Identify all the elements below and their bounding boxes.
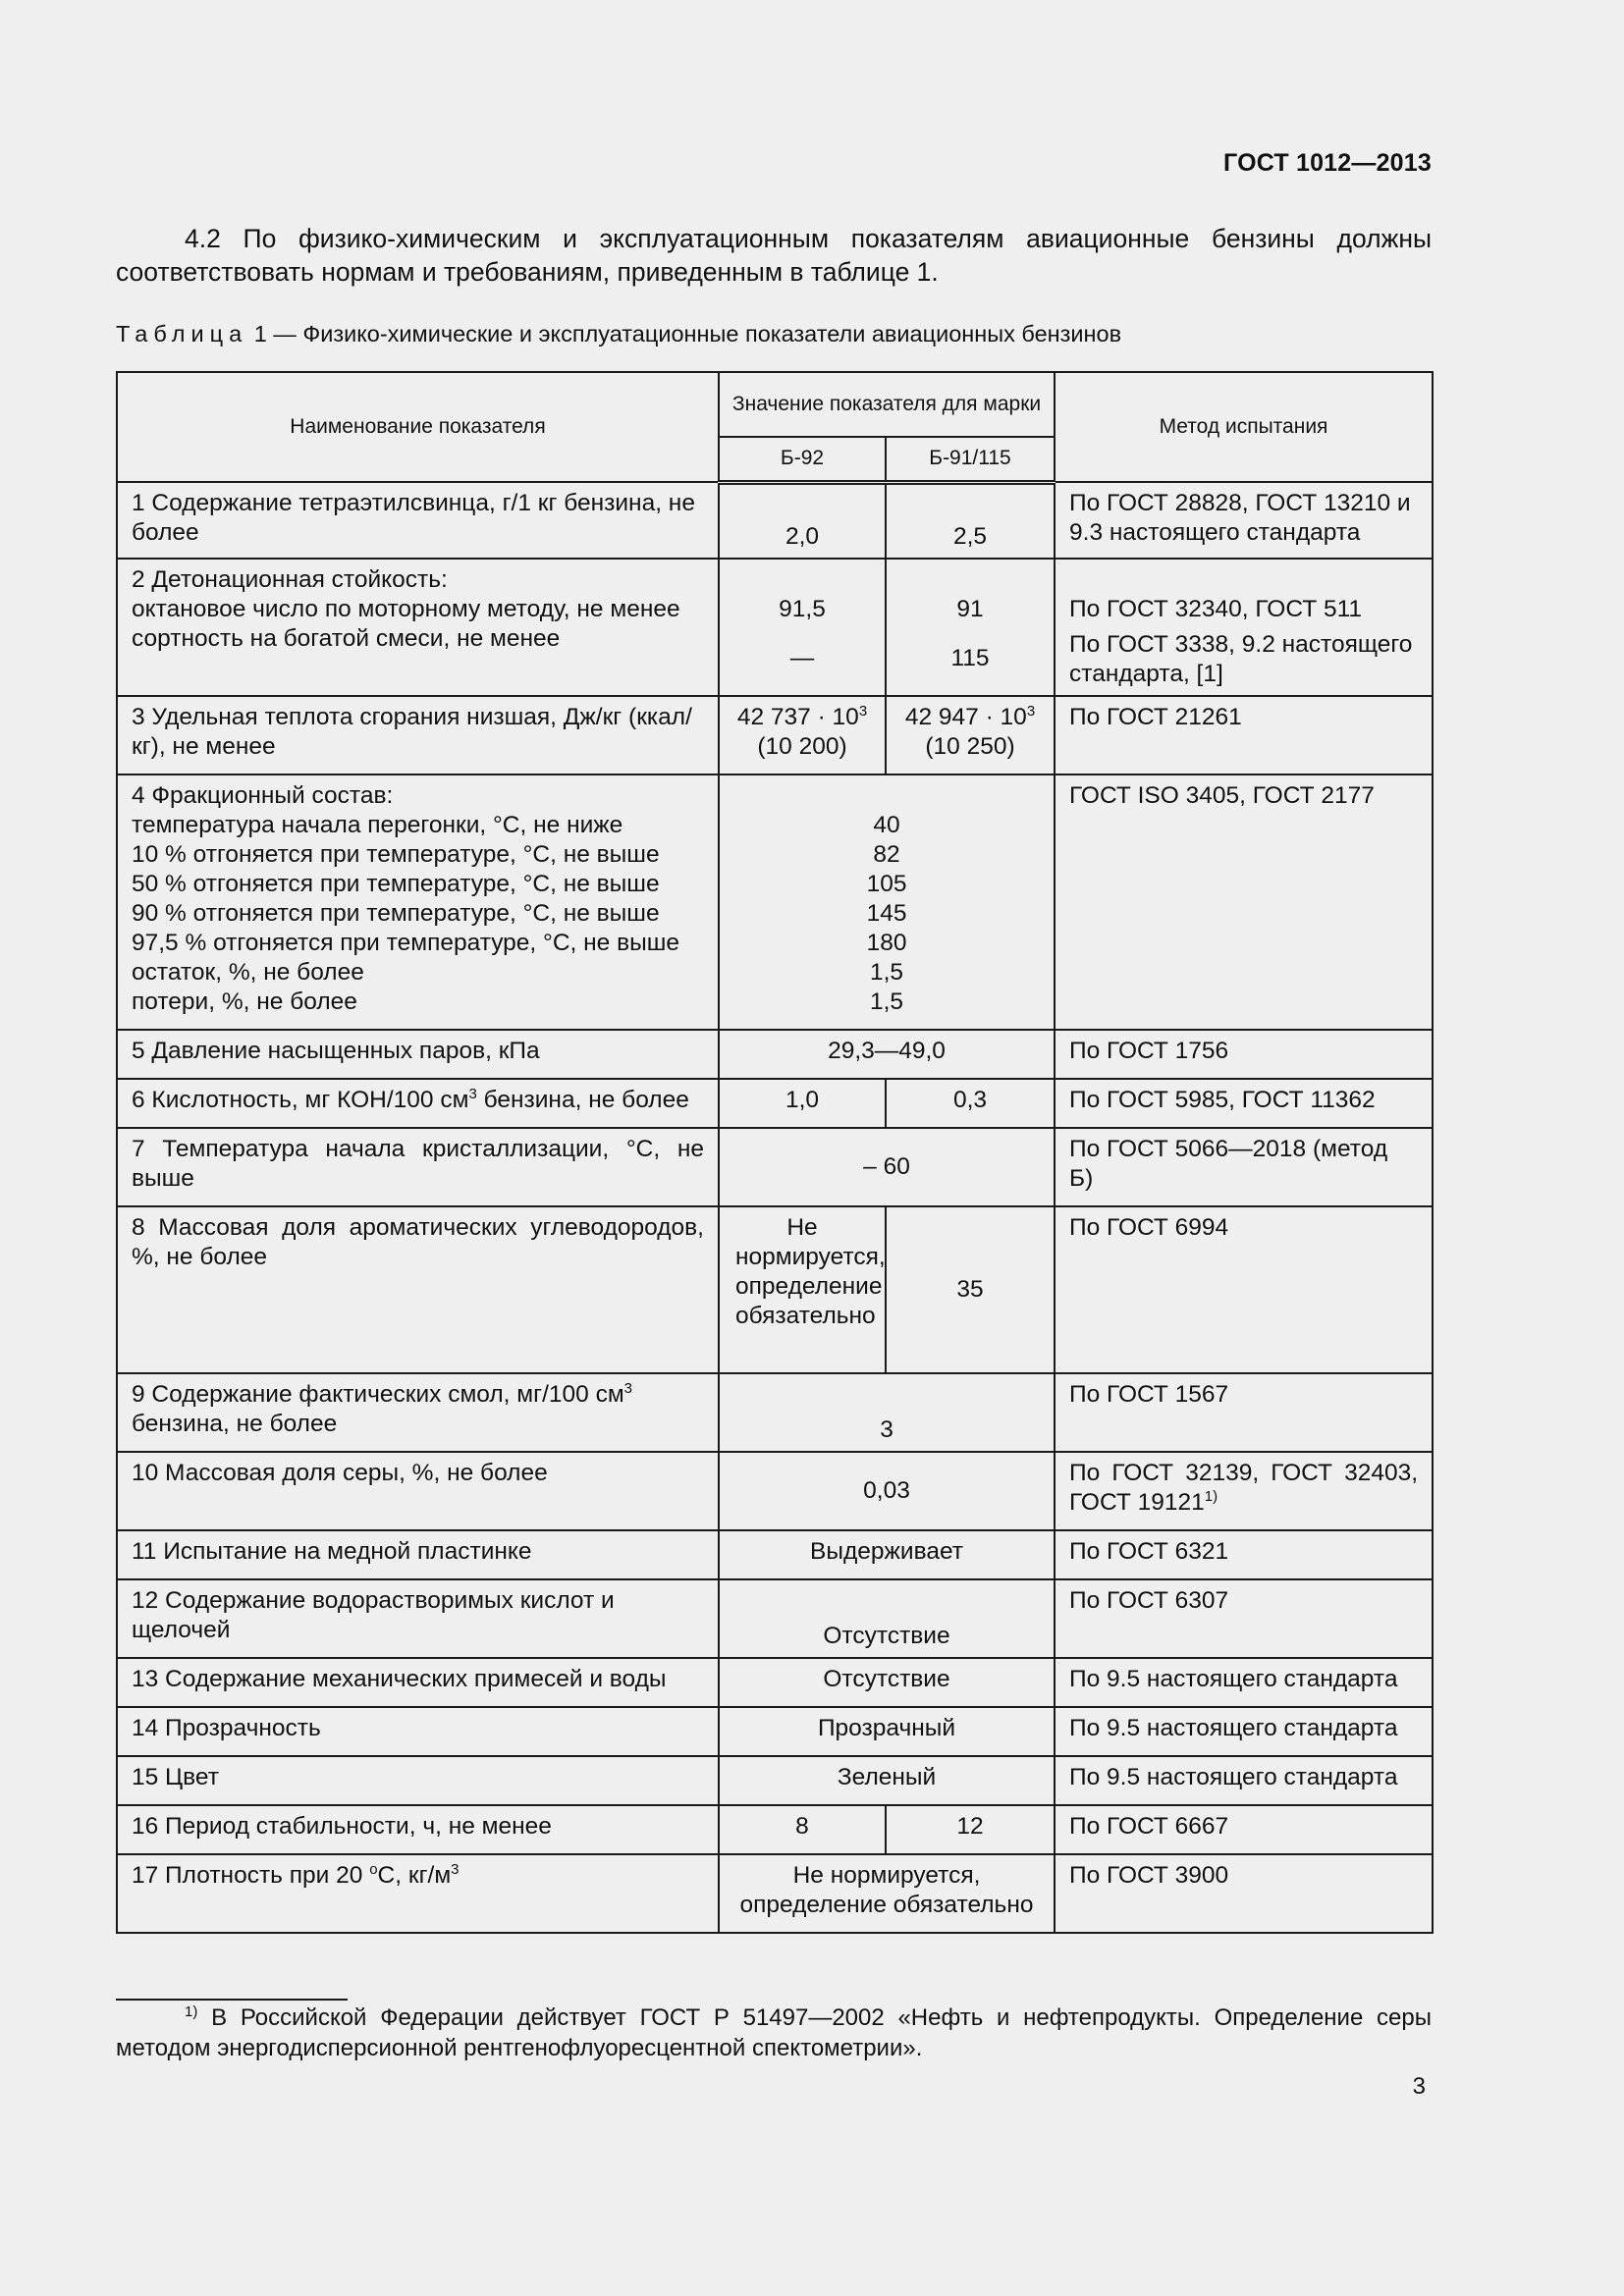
row-value-merged: Выдерживает <box>719 1530 1055 1579</box>
fraction-item: 10 % отгоняется при температуре, °С, не выше <box>132 841 660 868</box>
table-caption-label: Таблица <box>116 321 248 347</box>
row-name <box>117 559 719 696</box>
row-name: 3 Удельная теплота сгорания низшая, Дж/кг (ккал/кг), не менее <box>117 696 719 774</box>
fraction-item: температура начала перегонки, °С, не ниже <box>132 812 623 838</box>
row-value-b91 <box>886 559 1055 696</box>
row-name: 13 Содержание механических примесей и воды <box>117 1658 719 1707</box>
row-method: По 9.5 настоящего стандарта <box>1055 1707 1433 1756</box>
table-row <box>117 1030 1433 1079</box>
table-caption <box>116 321 1121 347</box>
row-name-line: сортность на богатой смеси, не менее <box>132 625 561 652</box>
properties-table <box>116 371 1434 1934</box>
footnote-divider <box>116 1999 348 2001</box>
page-number: 3 <box>1412 2073 1426 2100</box>
row-method: По ГОСТ 6307 <box>1055 1579 1433 1658</box>
row-name-part: бензина, не более <box>476 1087 689 1113</box>
row-method <box>1055 1452 1433 1530</box>
table-row <box>117 1805 1433 1854</box>
row-value-b92 <box>719 559 886 696</box>
row-name: 1 Содержание тетраэтилсвинца, г/1 кг бензина, не более <box>117 482 719 559</box>
method-text: По ГОСТ 32139, ГОСТ 32403, ГОСТ 19121 <box>1069 1460 1419 1516</box>
row-value-merged: Отсутствие <box>719 1579 1055 1658</box>
row-method: По ГОСТ 5066—2018 (метод Б) <box>1055 1128 1433 1206</box>
row-value-b91 <box>886 696 1055 774</box>
row-value-b92: Не нормируется, определение обязательно <box>719 1206 886 1373</box>
row-name-sup: 3 <box>451 1860 460 1878</box>
fraction-value: 180 <box>866 930 907 956</box>
table-row <box>117 1206 1433 1373</box>
row-name <box>117 774 719 1030</box>
value-grade: — <box>789 645 815 671</box>
footnote-ref: 1) <box>1204 1487 1218 1505</box>
row-name-sup: 3 <box>623 1379 633 1397</box>
row-name: 11 Испытание на медной пластинке <box>117 1530 719 1579</box>
row-name: 5 Давление насыщенных паров, кПа <box>117 1030 719 1079</box>
fraction-value: 145 <box>866 900 907 927</box>
fraction-value: 82 <box>873 841 900 868</box>
table-caption-text: — Физико-химические и эксплуатационные показатели авиационных бензинов <box>273 321 1122 347</box>
row-method: По ГОСТ 5985, ГОСТ 11362 <box>1055 1079 1433 1128</box>
row-value-merged: – 60 <box>719 1128 1055 1206</box>
header-grade-b92: Б-92 <box>719 437 886 482</box>
fraction-item: остаток, %, не более <box>132 959 364 986</box>
row-method: По ГОСТ 1567 <box>1055 1373 1433 1452</box>
fraction-value: 1,5 <box>869 988 904 1015</box>
row-method: По ГОСТ 6667 <box>1055 1805 1433 1854</box>
fraction-value: 40 <box>873 812 900 838</box>
row-name: 16 Период стабильности, ч, не менее <box>117 1805 719 1854</box>
row-name <box>117 1373 719 1452</box>
value-exponent: 3 <box>1026 702 1036 720</box>
fraction-value: 105 <box>866 871 907 897</box>
fraction-value: 1,5 <box>869 959 904 986</box>
table-row <box>117 1452 1433 1530</box>
table-row <box>117 1530 1433 1579</box>
row-value-b91: 12 <box>886 1805 1055 1854</box>
row-value-merged: 3 <box>719 1373 1055 1452</box>
fraction-item: потери, %, не более <box>132 988 357 1015</box>
row-value-merged: 0,03 <box>719 1452 1055 1530</box>
row-name: 10 Массовая доля серы, %, не более <box>117 1452 719 1530</box>
row-method: По ГОСТ 21261 <box>1055 696 1433 774</box>
table-caption-number: 1 <box>253 321 267 347</box>
row-value-merged: Прозрачный <box>719 1707 1055 1756</box>
row-method: По ГОСТ 1756 <box>1055 1030 1433 1079</box>
table-row <box>117 559 1433 696</box>
row-name: 15 Цвет <box>117 1756 719 1805</box>
row-name: 7 Температура начала кристаллизации, °С, не выше <box>117 1128 719 1206</box>
value-alt: (10 250) <box>925 733 1015 760</box>
intro-paragraph: 4.2 По физико-химическим и эксплуатационным показателям авиационные бензины должны соответствовать нормам и требованиям, приведенным в таблице 1. <box>116 224 1432 287</box>
row-value-b92: 2,0 <box>719 482 886 559</box>
row-name-title: 2 Детонационная стойкость: <box>132 566 448 593</box>
method-grade: По ГОСТ 3338, 9.2 настоящего стандарта, [1] <box>1069 631 1413 687</box>
table-row <box>117 696 1433 774</box>
row-method: По ГОСТ 28828, ГОСТ 13210 и 9.3 настоящего стандарта <box>1055 482 1433 559</box>
row-name-line: октановое число по моторному методу, не менее <box>132 596 680 622</box>
row-value-merged: 29,3—49,0 <box>719 1030 1055 1079</box>
table-row <box>117 1373 1433 1452</box>
fraction-item: 50 % отгоняется при температуре, °С, не выше <box>132 871 660 897</box>
value-main: 42 737 · 10 <box>736 704 859 730</box>
fraction-item: 97,5 % отгоняется при температуре, °С, не выше <box>132 930 680 956</box>
row-value-merged: Не нормируется, определение обязательно <box>719 1854 1055 1933</box>
table-row <box>117 482 1433 559</box>
row-value-b92: 8 <box>719 1805 886 1854</box>
row-name-part: С, кг/м <box>377 1862 452 1889</box>
row-value-b91: 2,5 <box>886 482 1055 559</box>
header-name: Наименование показателя <box>117 372 719 482</box>
table-row <box>117 1707 1433 1756</box>
row-name-part: 6 Кислотность, мг КОН/100 см <box>132 1087 469 1113</box>
fraction-item: 90 % отгоняется при температуре, °С, не выше <box>132 900 660 927</box>
row-method: По ГОСТ 6321 <box>1055 1530 1433 1579</box>
table-row <box>117 1854 1433 1933</box>
footnote-text: В Российской Федерации действует ГОСТ Р 51497—2002 «Нефть и нефтепродукты. Определение серы методом энергодисперсионной рентгенофлуоресцентной спектометрии». <box>116 2004 1432 2061</box>
row-name-part: бензина, не более <box>132 1411 338 1437</box>
standard-header: ГОСТ 1012—2013 <box>1223 149 1432 177</box>
value-octane: 91,5 <box>779 596 826 622</box>
value-grade: 115 <box>950 645 990 671</box>
table-row <box>117 1756 1433 1805</box>
method-octane: По ГОСТ 32340, ГОСТ 511 <box>1069 596 1363 622</box>
row-name-part: 17 Плотность при 20 <box>132 1862 370 1889</box>
header-value: Значение показателя для марки <box>719 372 1055 437</box>
header-grade-b91-115: Б-91/115 <box>886 437 1055 482</box>
row-value-merged: Отсутствие <box>719 1658 1055 1707</box>
row-value-b91: 35 <box>886 1206 1055 1373</box>
value-main: 42 947 · 10 <box>904 704 1027 730</box>
table-row <box>117 1579 1433 1658</box>
table-row <box>117 774 1433 1030</box>
header-method: Метод испытания <box>1055 372 1433 482</box>
row-name-sup: 3 <box>468 1085 477 1102</box>
row-method: По ГОСТ 6994 <box>1055 1206 1433 1373</box>
footnote <box>116 2002 1432 2063</box>
row-method: По ГОСТ 3900 <box>1055 1854 1433 1933</box>
row-value-merged: Зеленый <box>719 1756 1055 1805</box>
value-alt: (10 200) <box>757 733 847 760</box>
row-name: 14 Прозрачность <box>117 1707 719 1756</box>
value-octane: 91 <box>956 596 984 622</box>
footnote-mark: 1) <box>185 2003 198 2020</box>
row-name-title: 4 Фракционный состав: <box>132 782 394 809</box>
row-name <box>117 1079 719 1128</box>
row-name: 12 Содержание водорастворимых кислот и щелочей <box>117 1579 719 1658</box>
row-name <box>117 1854 719 1933</box>
row-value-b92 <box>719 696 886 774</box>
row-method <box>1055 559 1433 696</box>
value-exponent: 3 <box>858 702 868 720</box>
table-row <box>117 1128 1433 1206</box>
table-row <box>117 1079 1433 1128</box>
row-method: По 9.5 настоящего стандарта <box>1055 1658 1433 1707</box>
row-name-part: 9 Содержание фактических смол, мг/100 см <box>132 1381 624 1408</box>
row-name: 8 Массовая доля ароматических углеводородов, %, не более <box>117 1206 719 1373</box>
row-name-sup: о <box>369 1860 378 1878</box>
row-method: По 9.5 настоящего стандарта <box>1055 1756 1433 1805</box>
row-value-b92: 1,0 <box>719 1079 886 1128</box>
row-value-merged <box>719 774 1055 1030</box>
row-method: ГОСТ ISO 3405, ГОСТ 2177 <box>1055 774 1433 1030</box>
table-row <box>117 1658 1433 1707</box>
row-value-b91: 0,3 <box>886 1079 1055 1128</box>
